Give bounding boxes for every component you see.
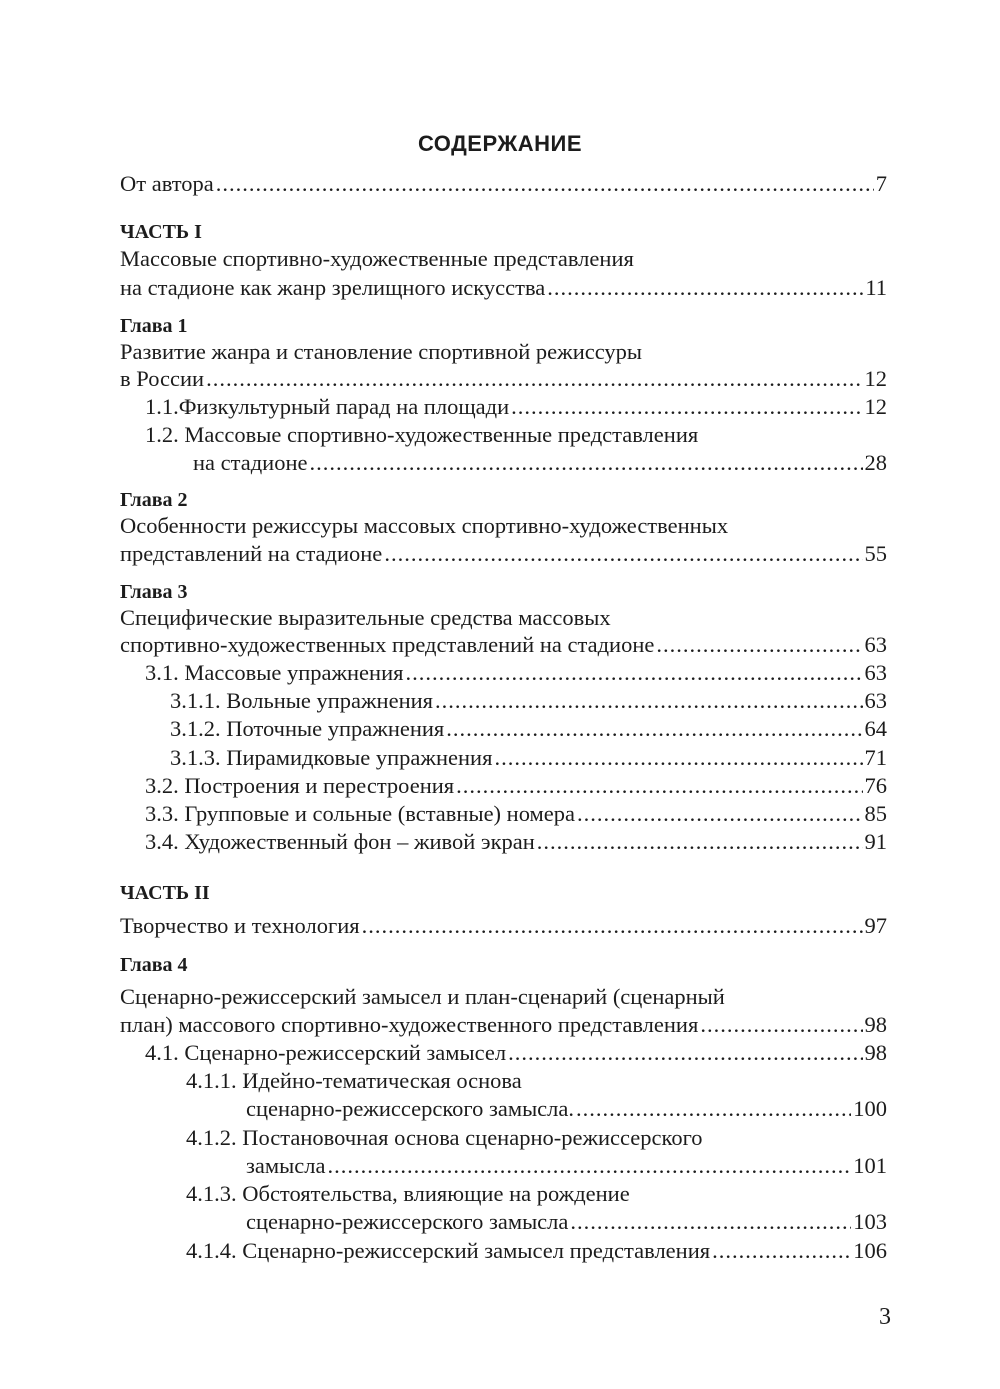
toc-page-number: 91	[864, 829, 887, 854]
toc-entry-text: Специфические выразительные средства массовых	[120, 605, 611, 630]
toc-entry	[120, 630, 887, 660]
toc-entry	[193, 448, 887, 478]
toc-entry	[246, 1094, 887, 1124]
toc-entry-text: Особенности режиссуры массовых спортивно-художественных	[120, 513, 729, 538]
toc-page-number: 28	[864, 450, 887, 475]
toc-page-number: 76	[864, 773, 887, 798]
toc-page-number: 103	[853, 1209, 887, 1234]
chapter-heading: Глава 4	[120, 954, 188, 976]
toc-page-number: 63	[864, 632, 887, 657]
toc-page-number: 55	[864, 541, 887, 566]
toc-page-number: 64	[864, 716, 887, 741]
toc-entry-text: сценарно-режиссерского замысла	[246, 1209, 569, 1234]
toc-entry-text: 3.4. Художественный фон – живой экран	[145, 829, 535, 854]
toc-entry	[170, 686, 887, 716]
toc-page-number: 12	[864, 394, 887, 419]
toc-entry	[145, 827, 887, 857]
toc-page-number: 7	[875, 171, 887, 196]
toc-entry	[120, 539, 887, 569]
toc-entry-text: 3.1.1. Вольные упражнения	[170, 688, 434, 713]
toc-entry-text: 3.1.2. Поточные упражнения	[170, 716, 445, 741]
toc-entry-text: замысла	[246, 1153, 326, 1178]
toc-entry-text: 4.1.2. Постановочная основа сценарно-режиссерского	[186, 1125, 703, 1150]
toc-page-number: 106	[853, 1238, 887, 1263]
toc-entry	[170, 714, 887, 744]
toc-entry-text: 3.2. Построения и перестроения	[145, 773, 455, 798]
toc-entry-text: 4.1.3. Обстоятельства, влияющие на рождение	[186, 1181, 630, 1206]
toc-page-number: 97	[864, 913, 887, 938]
toc-entry	[120, 364, 887, 394]
toc-entry-text: 1.1.Физкультурный парад на площади	[145, 394, 510, 419]
toc-entry	[186, 1236, 887, 1266]
toc-page-number: 101	[853, 1153, 887, 1178]
toc-entry-text: 4.1. Сценарно-режиссерский замысел	[145, 1040, 507, 1065]
toc-entry-text: представлений на стадионе	[120, 541, 383, 566]
toc-entry	[145, 392, 887, 422]
toc-entry	[145, 799, 887, 829]
toc-entry	[246, 1207, 887, 1237]
toc-entry-text: 4.1.1. Идейно-тематическая основа	[186, 1068, 522, 1093]
toc-entry-text: 3.1.3. Пирамидковые упражнения	[170, 745, 493, 770]
toc-page-number: 98	[864, 1012, 887, 1037]
toc-entry	[120, 911, 887, 941]
toc-entry	[246, 1151, 887, 1181]
page-number: 3	[879, 1304, 891, 1330]
toc-title: СОДЕРЖАНИЕ	[417, 131, 583, 156]
chapter-heading: Глава 2	[120, 489, 188, 511]
toc-page-number: 98	[864, 1040, 887, 1065]
toc-entry	[120, 273, 887, 303]
part-heading: ЧАСТЬ I	[120, 221, 202, 243]
toc-entry	[145, 771, 887, 801]
toc-entry	[120, 1010, 887, 1040]
toc-page-number: 100	[853, 1096, 887, 1121]
toc-entry-text: на стадионе	[193, 450, 308, 475]
toc-page-number: 63	[864, 660, 887, 685]
toc-entry-text: сценарно-режиссерского замысла.	[246, 1096, 575, 1121]
toc-entry	[145, 658, 887, 688]
toc-entry-text: От автора	[120, 171, 214, 196]
chapter-heading: Глава 3	[120, 581, 188, 603]
part-heading: ЧАСТЬ II	[120, 882, 210, 904]
toc-entry-text: Творчество и технология	[120, 913, 360, 938]
chapter-heading: Глава 1	[120, 315, 188, 337]
toc-entry-text: 1.2. Массовые спортивно-художественные представления	[145, 422, 699, 447]
toc-entry-text: спортивно-художественных представлений на стадионе	[120, 632, 655, 657]
toc-page-number: 63	[864, 688, 887, 713]
toc-entry-text: на стадионе как жанр зрелищного искусства	[120, 275, 546, 300]
toc-entry-text: Массовые спортивно-художественные представления	[120, 246, 634, 271]
toc-entry-text: Сценарно-режиссерский замысел и план-сценарий (сценарный	[120, 984, 725, 1009]
toc-entry	[120, 169, 887, 199]
toc-page-number: 71	[864, 745, 887, 770]
toc-entry-text: 3.1. Массовые упражнения	[145, 660, 404, 685]
toc-entry	[170, 743, 887, 773]
toc-entry-text: 3.3. Групповые и сольные (вставные) номера	[145, 801, 575, 826]
toc-entry-text: план) массового спортивно-художественного представления	[120, 1012, 699, 1037]
toc-entry-text: в России	[120, 366, 205, 391]
toc-page-number: 11	[865, 275, 887, 300]
toc-page-number: 12	[864, 366, 887, 391]
toc-entry-text: 4.1.4. Сценарно-режиссерский замысел представления	[186, 1238, 711, 1263]
toc-page-number: 85	[864, 801, 887, 826]
toc-entry-text: Развитие жанра и становление спортивной режиссуры	[120, 339, 643, 364]
toc-entry	[145, 1038, 887, 1068]
